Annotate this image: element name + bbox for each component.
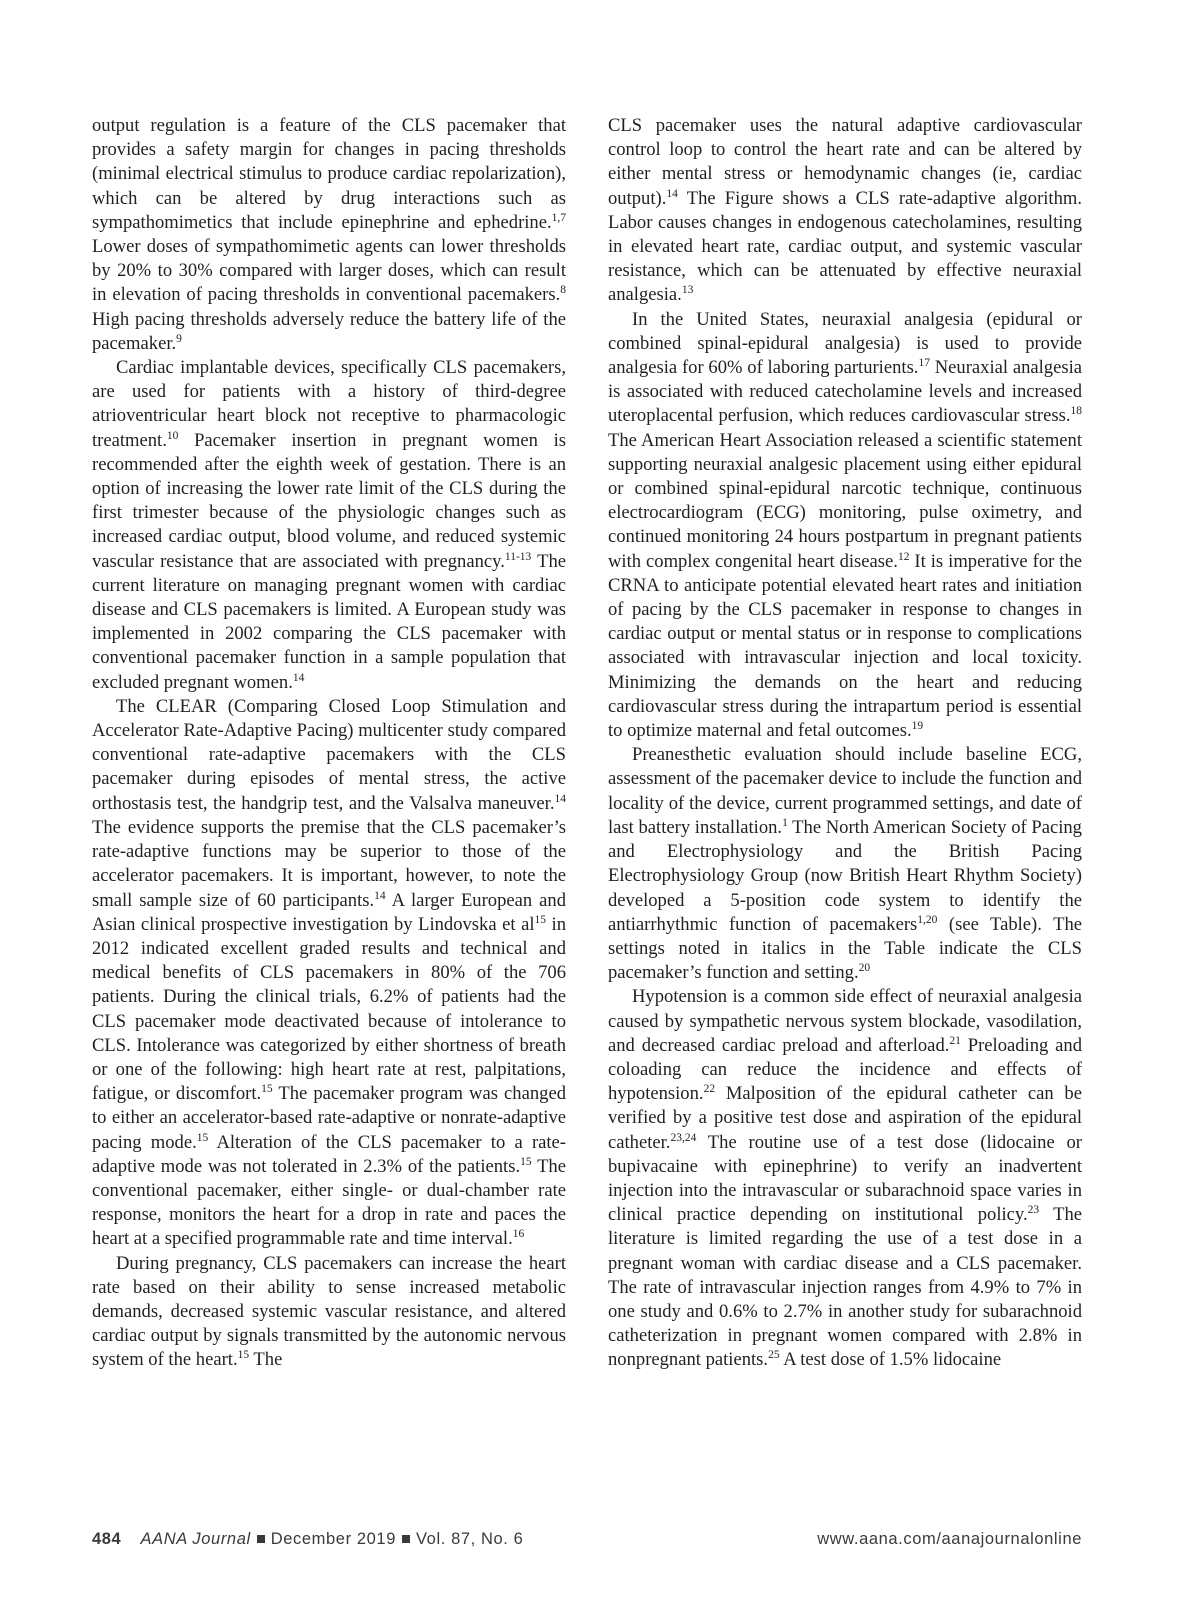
citation-superscript: 13 (681, 284, 694, 297)
body-paragraph: Hypotension is a common side effect of neuraxial analgesia caused by sympathetic nervous system blockade, vasodilation, and decreased cardiac preload and afterload.$^{21}$ Preloading and coloading can reduce the incidence and effects of hypotension.$^{22}$ Malposition of the epidural catheter can be verified by a positive test dose and aspiration of the epidural catheter.$^{23,24}$ The routine use of a test dose (lidocaine or bupivacaine with epinephrine) to verify an inadvertent injection into the intravascular or subarachnoid space varies in clinical practice depending on institutional policy.$^{23}$ The literature is limited regarding the use of a test dose in a pregnant woman with cardiac disease and a CLS pacemaker. The rate of intravascular injection ranges from 4.9% to 7% in one study and 0.6% to 2.7% in another study for subarachnoid catheterization in pregnant women compared with 2.8% in nonpregnant patients.$^{25}$ A test dose of 1.5% lidocaine (608, 986, 1083, 1371)
separator-square-icon (402, 1535, 410, 1543)
citation-superscript: 22 (703, 1083, 716, 1096)
citation-superscript: 1 (782, 816, 788, 829)
citation-superscript: 18 (1070, 405, 1082, 418)
citation-superscript: 15 (196, 1131, 209, 1144)
citation-superscript: 10 (166, 429, 179, 442)
body-paragraph: The CLEAR (Comparing Closed Loop Stimulation and Accelerator Rate-Adaptive Pacing) multicenter study compared conventional rate-adaptive pacemakers with the CLS pacemaker during episodes of mental stress, the active orthostasis test, the handgrip test, and the Valsalva maneuver.$^{14}$ The evidence supports the premise that the CLS pacemaker’s rate-adaptive functions may be superior to those of the accelerator pacemakers. It is important, however, to note the small sample size of 60 participants.$^{14}$ A larger European and Asian clinical prospective investigation by Lindovska et $al^{15}$ in 2012 indicated excellent graded results and technical and medical benefits of CLS pacemakers in 80% of the 706 patients. During the clinical trials, 6.2% of patients had the CLS pacemaker mode deactivated because of intolerance to CLS. Intolerance was categorized by either shortness of breath or one of the following: high heart rate at rest, palpitations, fatigue, or discomfort.$^{15}$ The pacemaker program was changed to either an accelerator-based rate-adaptive or nonrate-adaptive pacing mode.$^{15}$ Alteration of the CLS pacemaker to a rate-adaptive mode was not tolerated in 2.3% of the patients.$^{15}$ The conventional pacemaker, either single- or dual-chamber rate response, monitors the heart for a drop in rate and paces the heart at a specified programmable rate and time interval.$^{16}$ (92, 695, 566, 1250)
citation-superscript: 11-13 (504, 550, 532, 563)
body-paragraph: output regulation is a feature of the CLS pacemaker that provides a safety margin for changes in pacing thresholds (minimal electrical stimulus to produce cardiac repolarization), which can be altered by drug interactions such as sympathomimetics that include epinephrine and ephedrine.$^{1,7}$ Lower doses of sympathomimetic agents can lower thresholds by 20% to 30% compared with larger doses, which can result in elevation of pacing thresholds in conventional pacemakers.$^8$ High pacing thresholds adversely reduce the battery life of the pacemaker.$^9$ (92, 115, 566, 354)
body-paragraph: During pregnancy, CLS pacemakers can increase the heart rate based on their ability to sense increased metabolic demands, decreased systemic vascular resistance, and altered cardiac output by signals transmitted by the autonomic nervous system of the heart.$^{15}$ The (92, 1252, 566, 1371)
citation-superscript: 19 (911, 720, 924, 733)
citation-superscript: 12 (897, 550, 910, 563)
citation-superscript: 15 (237, 1349, 250, 1362)
journal-name: AANA Journal (140, 1530, 251, 1548)
body-paragraph: Preanesthetic evaluation should include baseline ECG, assessment of the pacemaker device to include the function and locality of the device, current programmed settings, and date of last battery installation.$^1$ The North American Society of Pacing and Electrophysiology and the British Pacing Electrophysiology Group (now British Heart Rhythm Society) developed a 5-position code system to identify the antiarrhythmic function of pacemakers$^{1,20}$ (see Table). The settings noted in italics in the Table indicate the CLS pacemaker’s function and setting.$^{20}$ (608, 744, 1082, 984)
citation-superscript: 1,20 (917, 913, 938, 926)
separator-square-icon (257, 1535, 265, 1543)
left-column (92, 114, 566, 1373)
citation-superscript: 9 (176, 332, 182, 345)
citation-superscript: 14 (292, 671, 305, 684)
citation-superscript: 8 (560, 284, 566, 297)
citation-superscript: 15 (261, 1083, 273, 1096)
right-column (608, 114, 1082, 1373)
body-paragraph: CLS pacemaker uses the natural adaptive cardiovascular control loop to control the heart rate and can be altered by either mental stress or hemodynamic changes (ie, cardiac output).$^{14}$ The Figure shows a CLS rate-adaptive algorithm. Labor causes changes in endogenous catecholamines, resulting in elevated heart rate, cardiac output, and systemic vascular resistance, which can be attenuated by effective neuraxial analgesia.$^{13}$ (608, 115, 1082, 306)
citation-superscript: 16 (512, 1228, 525, 1241)
citation-superscript: 15 (520, 1155, 532, 1168)
volume-issue: Vol. 87, No. 6 (415, 1530, 524, 1548)
citation-superscript: 14 (554, 792, 566, 805)
citation-superscript: 23 (1027, 1204, 1040, 1217)
body-paragraph: In the United States, neuraxial analgesia (epidural or combined spinal-epidural analgesia) is used to provide analgesia for 60% of laboring parturients.$^{17}$ Neuraxial analgesia is associated with reduced catecholamine levels and increased uteroplacental perfusion, which reduces cardiovascular stress.$^{18}$ The American Heart Association released a scientific statement supporting neuraxial analgesic placement using either epidural or combined spinal-epidural narcotic technique, continuous electrocardiogram (ECG) monitoring, pulse oximetry, and continued monitoring 24 hours postpartum in pregnant patients with complex congenital heart disease.$^{12}$ It is imperative for the CRNA to anticipate potential elevated heart rates and initiation of pacing by the CLS pacemaker in response to changes in cardiac output or mental status or in response to complications associated with intravascular injection and local toxicity. Minimizing the demands on the heart and reducing cardiovascular stress during the intrapartum period is essential to optimize maternal and fetal outcomes.$^{19}$ (608, 308, 1083, 742)
citation-superscript: 21 (949, 1034, 961, 1047)
citation-superscript: 14 (666, 187, 678, 200)
citation-superscript: 14 (374, 889, 386, 902)
citation-superscript: 17 (918, 357, 930, 370)
citation-superscript: 15 (534, 913, 546, 926)
journal-url: www.aana.com/aanajournalonline (817, 1530, 1082, 1548)
issue-date: December 2019 (270, 1530, 396, 1548)
citation-superscript: 25 (768, 1349, 780, 1362)
body-paragraph: Cardiac implantable devices, specifically CLS pacemakers, are used for patients with a history of third-degree atrioventricular heart block not receptive to pharmacologic treatment.$^{10}$ Pacemaker insertion in pregnant women is recommended after the eighth week of gestation. There is an option of increasing the lower rate limit of the CLS during the first trimester because of the physiologic changes such as increased cardiac output, blood volume, and reduced systemic vascular resistance that are associated with pregnancy.$^{11-13}$ The current literature on managing pregnant women with cardiac disease and CLS pacemakers is limited. A European study was implemented in 2002 comparing the CLS pacemaker with conventional pacemaker function in a sample population that excluded pregnant women.$^{14}$ (92, 357, 566, 693)
citation-superscript: 1,7 (551, 211, 566, 224)
citation-superscript: 23,24 (670, 1131, 697, 1144)
citation-superscript: 20 (858, 962, 871, 975)
page-number: 484 (92, 1530, 122, 1548)
footer-citation (92, 1530, 523, 1549)
